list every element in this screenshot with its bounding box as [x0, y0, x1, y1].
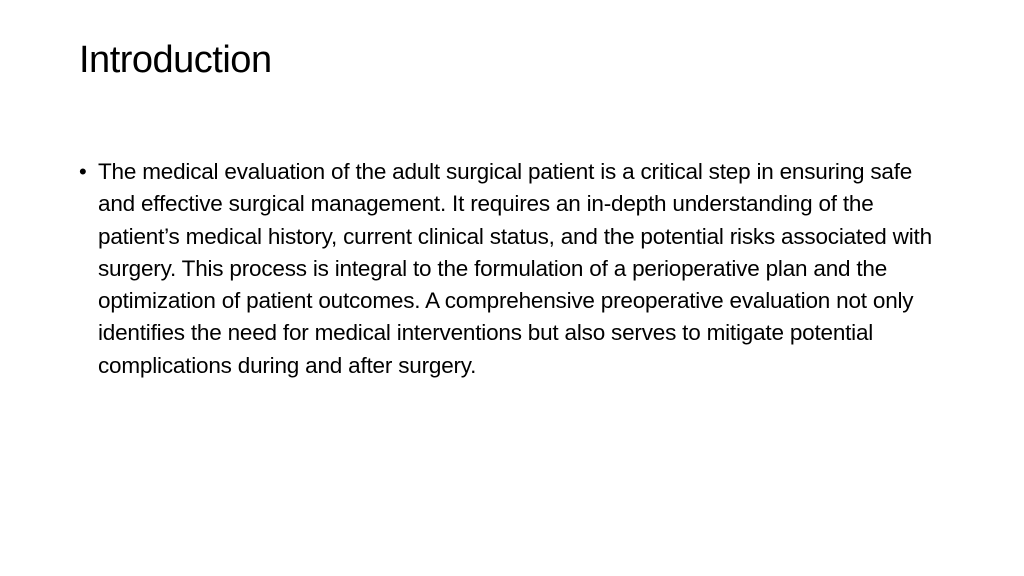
bullet-item: [79, 156, 949, 382]
bullet-text: The medical evaluation of the adult surgical patient is a critical step in ensuring safe and effective surgical management. It requires an in-depth understanding of the patient’s medical history, current clinical status, and the potential risks associated with surgery. This process is integral to the formulation of a perioperative plan and the optimization of patient outcomes. A comprehensive preoperative evaluation not only identifies the need for medical interventions but also serves to mitigate potential complications during and after surgery.: [98, 159, 932, 378]
bullet-list: [79, 156, 949, 382]
slide-title: Introduction: [79, 39, 272, 81]
bullet-marker: •: [79, 159, 87, 184]
